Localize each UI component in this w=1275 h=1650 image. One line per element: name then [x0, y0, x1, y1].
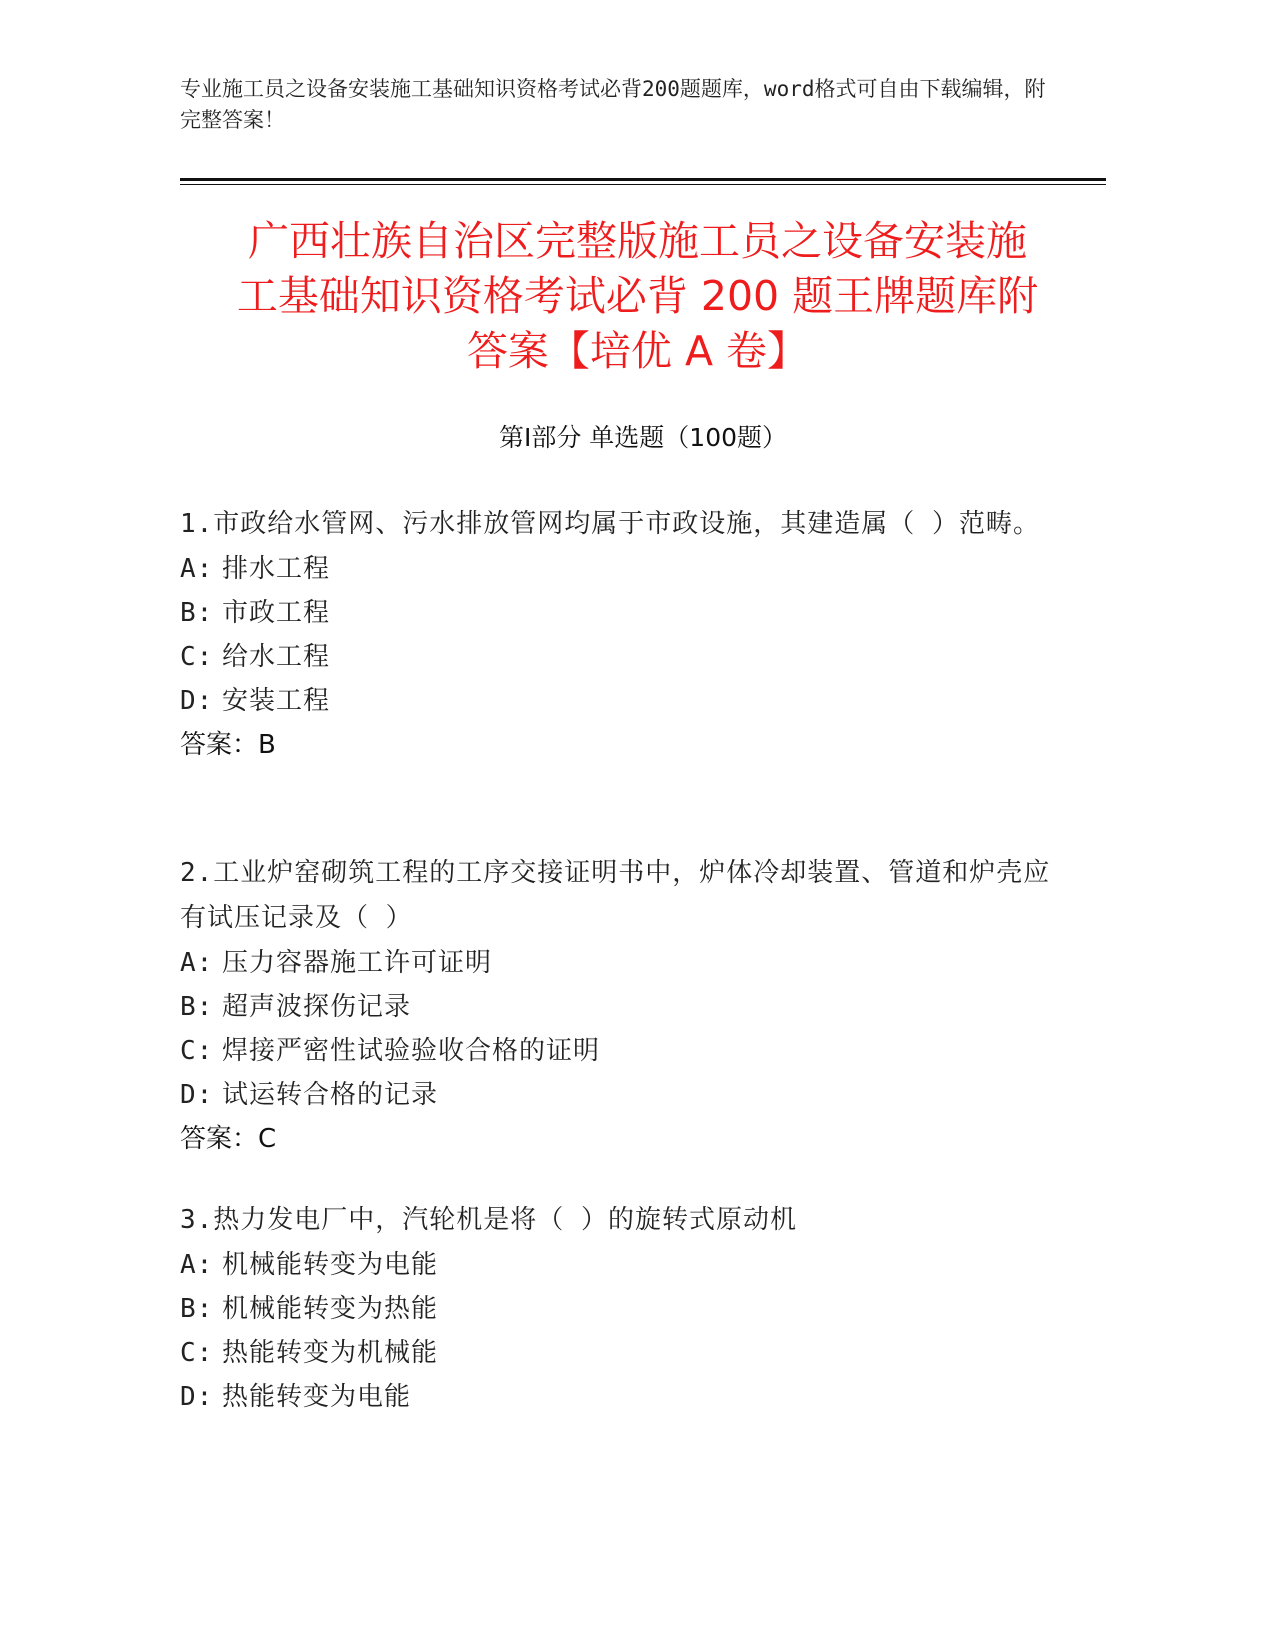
option-text: 给水工程 [222, 642, 331, 672]
question-2 [180, 851, 1060, 1161]
option-letter: B: [180, 598, 214, 628]
option-d [180, 679, 1060, 723]
question-stem: 2.工业炉窑砌筑工程的工序交接证明书中，炉体冷却装置、管道和炉壳应有试压记录及（ ） [180, 858, 1051, 933]
option-b [180, 1287, 1060, 1331]
option-text: 市政工程 [222, 598, 331, 628]
title-line-3: 答案【培优 A 卷】 [466, 327, 809, 375]
option-b [180, 985, 1060, 1029]
section-title: 第Ⅰ部分 单选题（100题） [498, 423, 788, 452]
option-text: 焊接严密性试验验收合格的证明 [222, 1036, 601, 1066]
option-a [180, 1243, 1060, 1287]
option-letter: A: [180, 554, 214, 584]
option-letter: C: [180, 1338, 214, 1368]
option-letter: C: [180, 1036, 214, 1066]
option-letter: D: [180, 1382, 214, 1412]
option-b [180, 591, 1060, 635]
option-text: 超声波探伤记录 [222, 992, 412, 1022]
option-d [180, 1375, 1060, 1419]
header-rule-thin [180, 184, 1106, 185]
option-letter: C: [180, 642, 214, 672]
option-text: 排水工程 [222, 554, 331, 584]
option-c [180, 635, 1060, 679]
option-letter: A: [180, 948, 214, 978]
option-c [180, 1029, 1060, 1073]
question-stem: 1.市政给水管网、污水排放管网均属于市政设施，其建造属（ ）范畴。 [180, 509, 1040, 539]
option-text: 热能转变为电能 [222, 1382, 412, 1412]
answer-label: 答案：B [180, 730, 276, 760]
option-letter: A: [180, 1250, 214, 1280]
option-letter: D: [180, 1080, 214, 1110]
option-text: 机械能转变为电能 [222, 1250, 439, 1280]
option-letter: B: [180, 992, 214, 1022]
option-text: 热能转变为机械能 [222, 1338, 439, 1368]
title-line-2: 工基础知识资格考试必背 200 题王牌题库附 [236, 272, 1039, 320]
question-stem: 3.热力发电厂中，汽轮机是将（ ）的旋转式原动机 [180, 1205, 797, 1235]
answer-label: 答案：C [180, 1124, 277, 1154]
header-rule-thick [180, 178, 1106, 181]
option-letter: D: [180, 686, 214, 716]
option-c [180, 1331, 1060, 1375]
option-text: 安装工程 [222, 686, 331, 716]
option-text: 机械能转变为热能 [222, 1294, 439, 1324]
document-title [160, 214, 1115, 379]
option-d [180, 1073, 1060, 1117]
option-letter: B: [180, 1294, 214, 1324]
option-text: 试运转合格的记录 [222, 1080, 439, 1110]
option-a [180, 547, 1060, 591]
option-text: 压力容器施工许可证明 [222, 948, 493, 978]
question-3 [180, 1198, 1060, 1419]
option-a [180, 941, 1060, 985]
title-line-1: 广西壮族自治区完整版施工员之设备安装施 [248, 217, 1027, 265]
question-1 [180, 502, 1060, 767]
header-note: 专业施工员之设备安装施工基础知识资格考试必背200题题库，word格式可自由下载编辑，附完整答案！ [180, 77, 1046, 132]
